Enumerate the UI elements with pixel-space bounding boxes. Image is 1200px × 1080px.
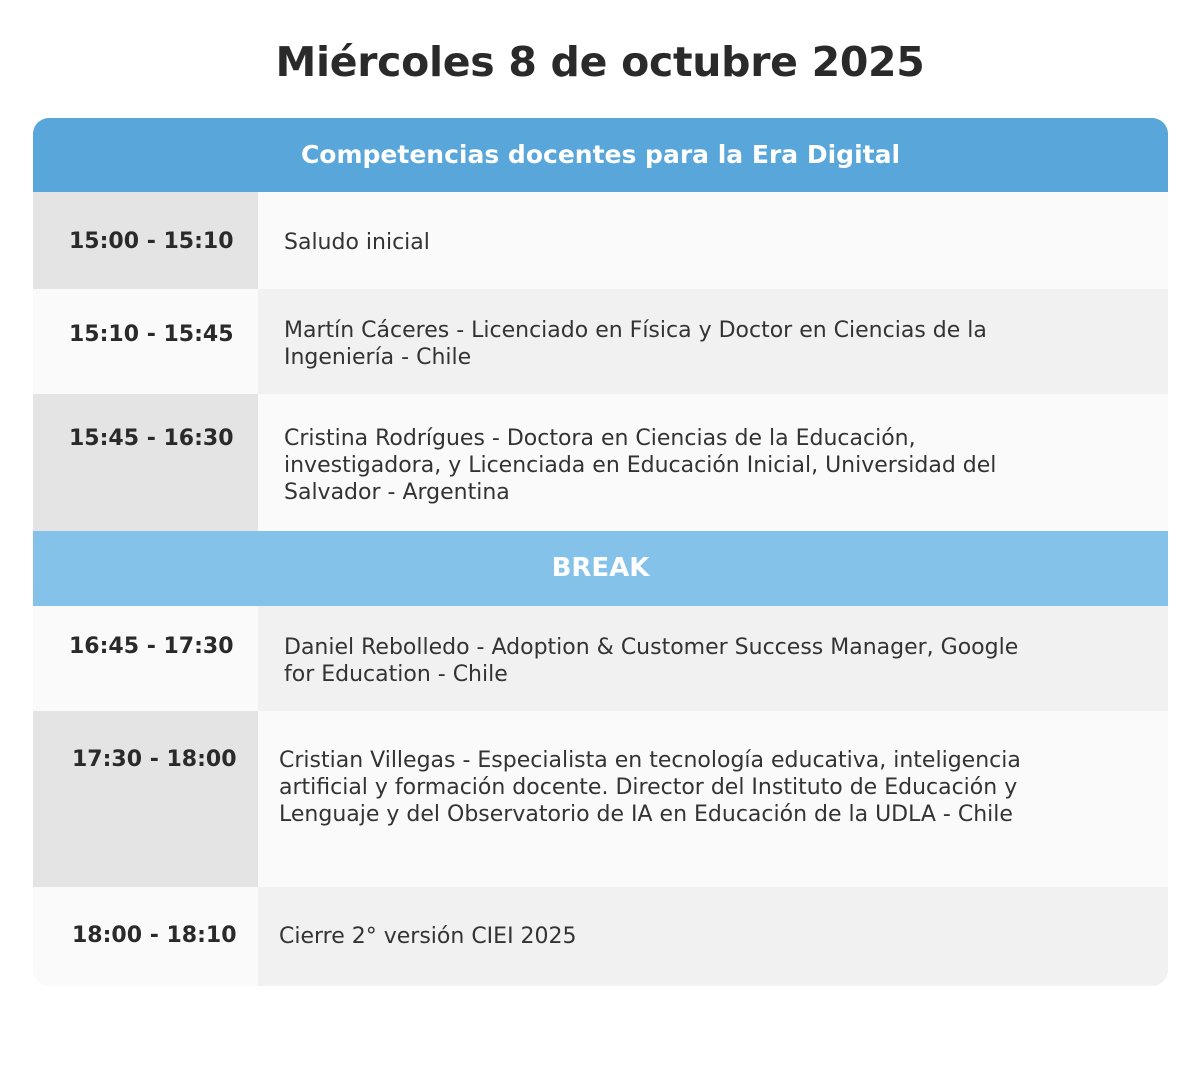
schedule-row [33,711,1168,887]
schedule-row [33,192,1168,289]
page-title: Miércoles 8 de octubre 2025 [275,38,925,86]
session-time: 17:30 - 18:00 [33,711,258,887]
session-description: Martín Cáceres - Licenciado en Física y Doctor en Ciencias de la Ingeniería - Chile [258,289,1168,394]
session-time: 16:45 - 17:30 [33,606,258,711]
schedule-row [33,606,1168,711]
schedule-row [33,887,1168,986]
session-time: 18:00 - 18:10 [33,887,258,986]
session-time: 15:00 - 15:10 [33,192,258,289]
session-description: Cierre 2° versión CIEI 2025 [258,887,1168,986]
session-time: 15:45 - 16:30 [33,394,258,531]
schedule-table [33,118,1168,986]
session-description: Saludo inicial [258,192,1168,289]
schedule-row [33,289,1168,394]
session-description: Cristina Rodrígues - Doctora en Ciencias de la Educación, investigadora, y Licenciada en Educación Inicial, Universidad del Salvador - Argentina [258,394,1168,531]
session-description: Cristian Villegas - Especialista en tecnología educativa, inteligencia artificial y formación docente. Director del Instituto de Educación y Lenguaje y del Observatorio de IA en Educación de la UDLA - Chile [258,711,1168,887]
session-time: 15:10 - 15:45 [33,289,258,394]
schedule-row [33,394,1168,531]
section-header: Competencias docentes para la Era Digital [33,118,1168,192]
session-description: Daniel Rebolledo - Adoption & Customer Success Manager, Google for Education - Chile [258,606,1168,711]
break-row: BREAK [33,531,1168,606]
